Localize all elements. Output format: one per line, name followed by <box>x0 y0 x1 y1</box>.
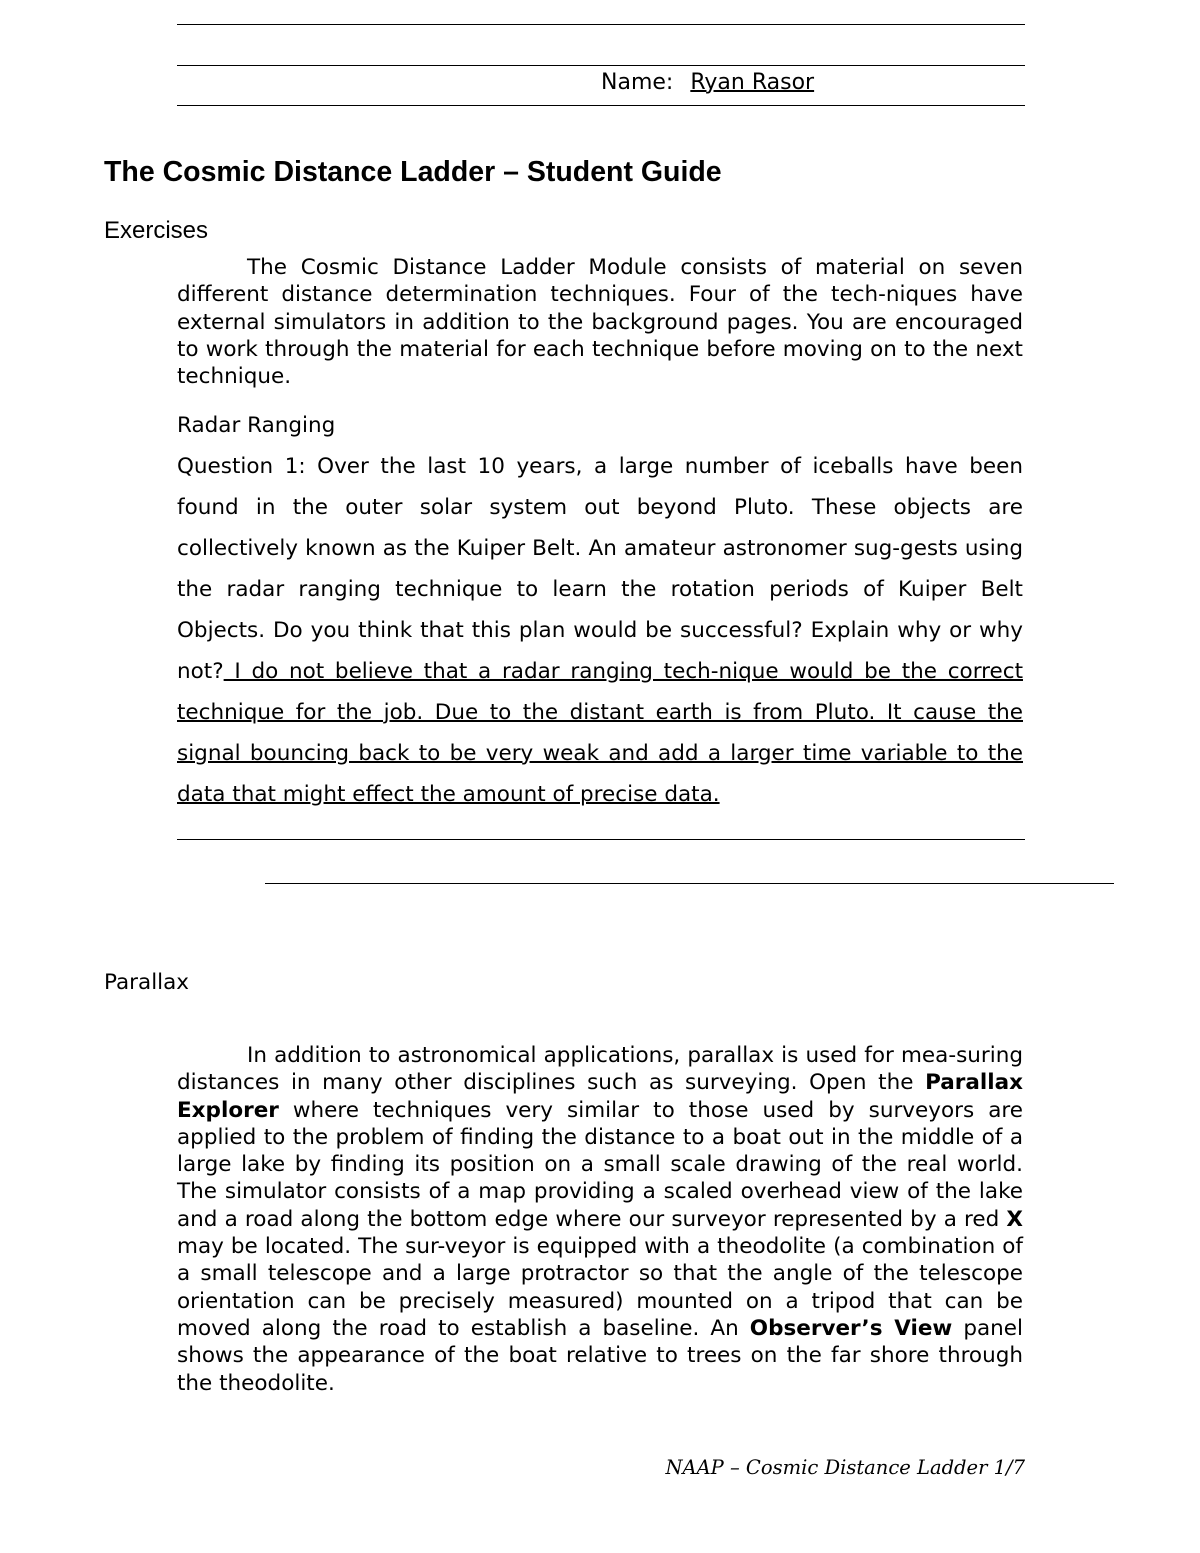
parallax-text-4: panel shows the appearance of the boat relative to trees on the far shore through the theodolite. <box>177 1315 1023 1396</box>
observers-view-term: Observer’s View <box>749 1315 953 1341</box>
answer-end-rule <box>177 839 1025 840</box>
name-field <box>601 70 1030 95</box>
question-1-answer: I do not believe that a radar ranging tech-nique would be the correct technique for the job. Due to the distant earth is from Pluto. It cause the signal bouncing back to be very weak and add a larger time variable to the data that might effect the amount of precise data. <box>177 659 1023 807</box>
name-label: Name: <box>601 70 674 95</box>
question-1-text: Question 1: Over the last 10 years, a large number of iceballs have been found in the outer solar system out beyond Pluto. These objects are collectively known as the Kuiper Belt. An amateur astronomer sug-gests using the radar ranging technique to learn the rotation periods of Kuiper Belt Objects. Do you think that this plan would be successful? Explain why or why not? <box>177 454 1023 684</box>
red-x-term: X <box>1006 1206 1023 1232</box>
parallax-explorer-term: Parallax Explorer <box>177 1070 1023 1123</box>
header-rule-2 <box>177 65 1025 66</box>
exercises-intro <box>177 254 1023 390</box>
parallax-paragraph <box>177 1042 1023 1397</box>
exercises-heading: Exercises <box>104 217 209 244</box>
radar-heading: Radar Ranging <box>177 413 336 438</box>
parallax-heading: Parallax <box>104 970 190 995</box>
parallax-text-1: In addition to astronomical applications, parallax is used for mea-suring distances in many other disciplines such as surveying. Open the <box>177 1043 1023 1096</box>
page-title: The Cosmic Distance Ladder – Student Guide <box>104 156 722 188</box>
parallax-text-2: where techniques very similar to those used by surveyors are applied to the problem of finding the distance to a boat out in the middle of a large lake by finding its position on a small scale drawing of the real world. The simulator consists of a map providing a scaled overhead view of the lake and a road along the bottom edge where our surveyor represented by a red <box>177 1097 1023 1232</box>
question-1 <box>177 446 1023 815</box>
parallax-text-3: may be located. The sur-veyor is equipped with a theodolite (a combination of a small telescope and a large protractor so that the angle of the telescope orientation can be precisely measured) mounted on a tripod that can be moved along the road to establish a baseline. An <box>177 1234 1023 1341</box>
page-footer: NAAP – Cosmic Distance Ladder 1/7 <box>665 1456 1025 1479</box>
exercises-intro-text: The Cosmic Distance Ladder Module consists of material on seven different distance determination techniques. Four of the tech-niques have external simulators in addition to the background pages. You are encouraged to work through the material for each technique before moving on to the next technique. <box>177 255 1023 390</box>
header-rule-1 <box>177 24 1025 25</box>
extra-answer-rule <box>265 883 1114 884</box>
header-rule-3 <box>177 105 1025 106</box>
name-value: Ryan Rasor <box>690 70 815 95</box>
